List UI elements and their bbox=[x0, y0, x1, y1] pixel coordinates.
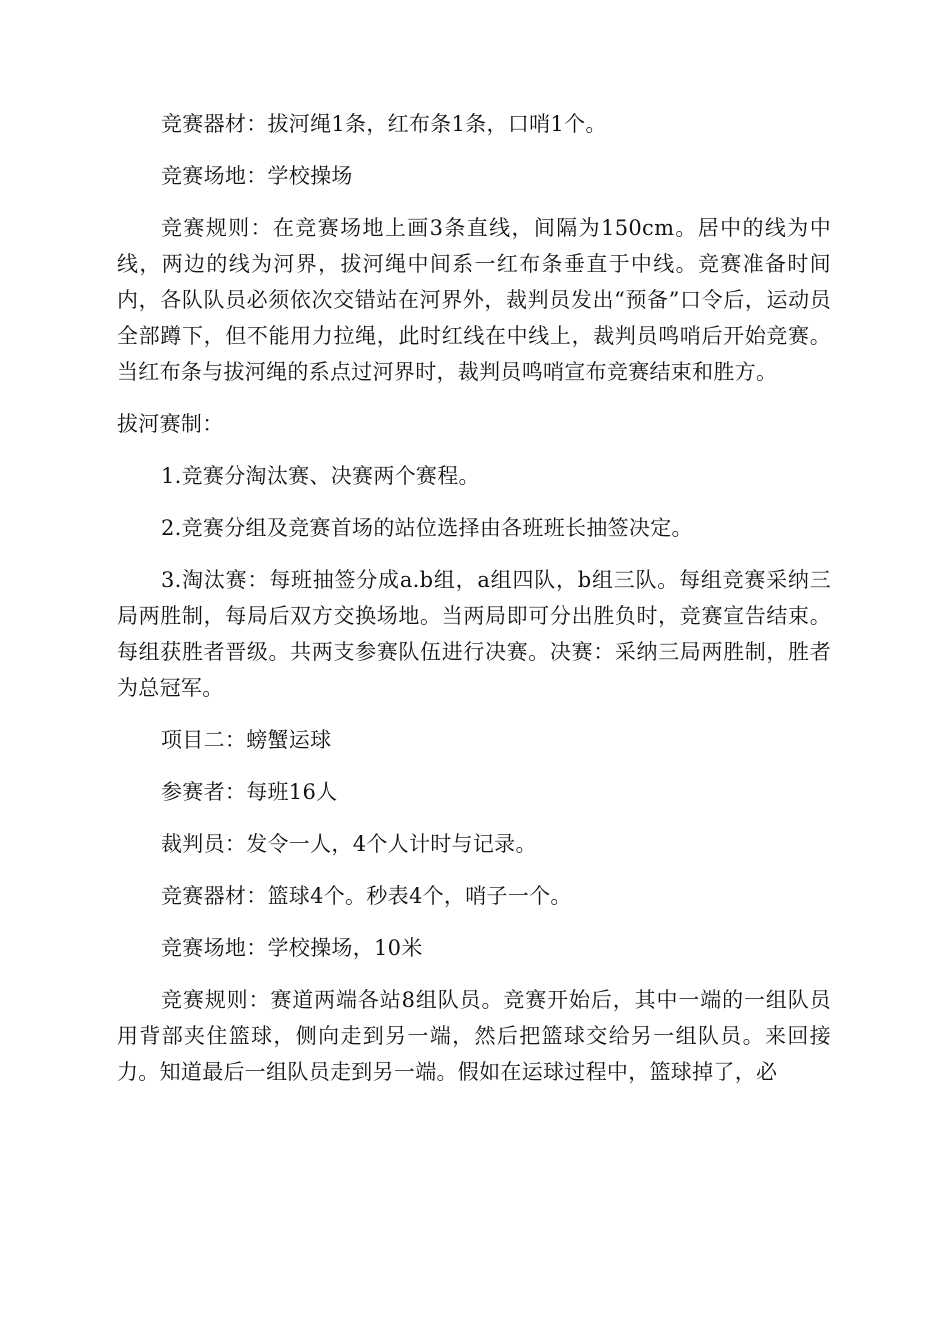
equipment-paragraph-2: 竞赛器材：篮球4个。秒表4个，哨子一个。 bbox=[161, 884, 572, 908]
format-item-2: 2.竞赛分组及竞赛首场的站位选择由各班班长抽签决定。 bbox=[161, 516, 693, 540]
venue-paragraph-2: 竞赛场地：学校操场，10米 bbox=[161, 936, 423, 960]
referees-paragraph: 裁判员：发令一人，4个人计时与记录。 bbox=[161, 832, 537, 856]
equipment-paragraph: 竞赛器材：拔河绳1条，红布条1条，口哨1个。 bbox=[161, 112, 607, 136]
rules-paragraph-2: 竞赛规则：赛道两端各站8组队员。竞赛开始后，其中一端的一组队员用背部夹住篮球，侧向走到另一端，然后把篮球交给另一组队员。来回接力。知道最后一组队员走到另一端。假如在运球过程中，篮球掉了，必 bbox=[117, 988, 831, 1084]
document-page bbox=[117, 106, 831, 1090]
venue-paragraph: 竞赛场地：学校操场 bbox=[161, 164, 353, 188]
project-two-heading: 项目二：螃蟹运球 bbox=[161, 728, 332, 752]
participants-paragraph: 参赛者：每班16人 bbox=[161, 780, 338, 804]
tug-of-war-format-heading: 拔河赛制： bbox=[117, 412, 224, 436]
format-item-3: 3.淘汰赛：每班抽签分成a.b组，a组四队，b组三队。每组竞赛采纳三局两胜制，每局后双方交换场地。当两局即可分出胜负时，竞赛宣告结束。每组获胜者晋级。共两支参赛队伍进行决赛。决赛：采纳三局两胜制，胜者为总冠军。 bbox=[117, 568, 831, 700]
format-item-1: 1.竞赛分淘汰赛、决赛两个赛程。 bbox=[161, 464, 480, 488]
rules-paragraph: 竞赛规则：在竞赛场地上画3条直线，间隔为150cm。居中的线为中线，两边的线为河界，拔河绳中间系一红布条垂直于中线。竞赛准备时间内，各队队员必须依次交错站在河界外，裁判员发出“预备”口令后，运动员全部蹲下，但不能用力拉绳，此时红线在中线上，裁判员鸣哨后开始竞赛。当红布条与拔河绳的系点过河界时，裁判员鸣哨宣布竞赛结束和胜方。 bbox=[117, 216, 831, 384]
